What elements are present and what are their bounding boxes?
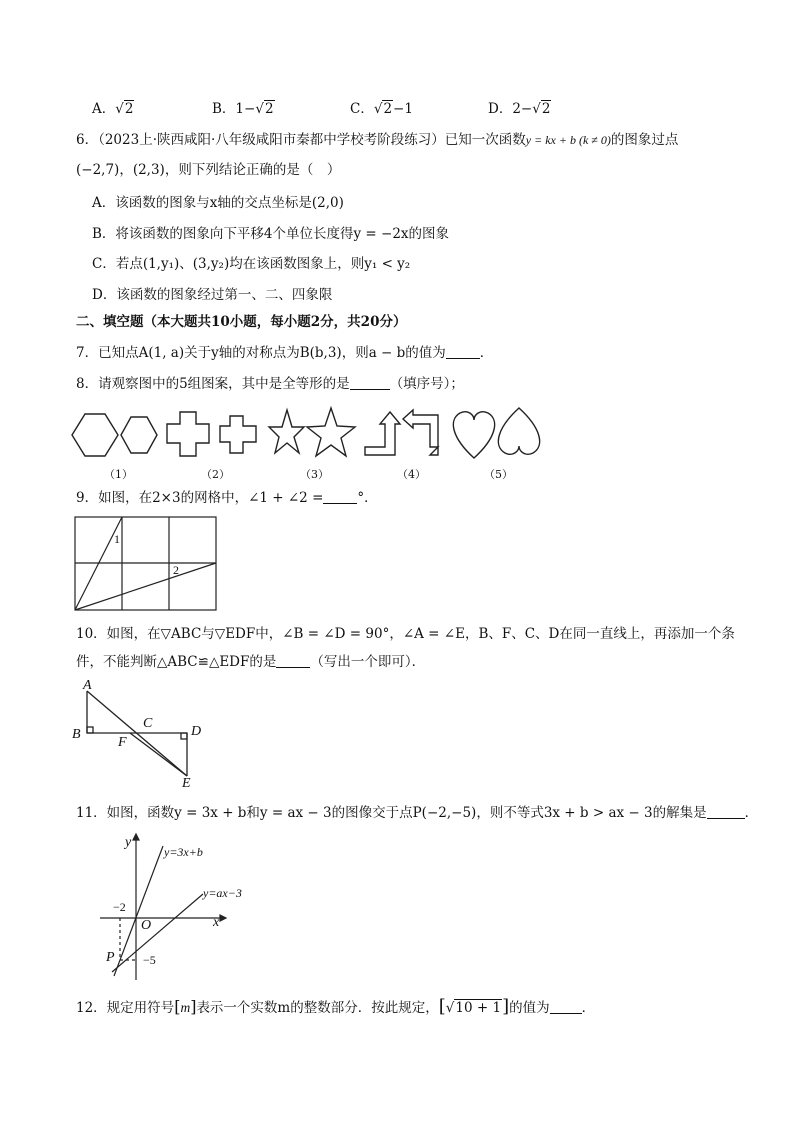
hexagon-small-shape xyxy=(121,417,157,453)
heart-inverted-shape xyxy=(498,408,539,454)
q9-grid-figure xyxy=(74,516,224,616)
shape-label-2: （2） xyxy=(201,468,230,481)
graph-y-label: y xyxy=(125,835,132,850)
q6-option-b: B．将该函数的图象向下平移4个单位长度得y = −2x的图象 xyxy=(92,226,450,242)
star-large-shape xyxy=(307,408,355,456)
shape-label-1: （1） xyxy=(104,468,133,481)
q9-answer-blank[interactable] xyxy=(323,489,357,504)
q6-option-a: A．该函数的图象与x轴的交点坐标是(2,0) xyxy=(92,195,344,211)
section-heading: 二、填空题（本大题共10小题，每小题2分，共20分） xyxy=(76,314,407,330)
angle-1-label: 1 xyxy=(114,532,120,546)
heart-upright-shape xyxy=(453,412,494,458)
shape-label-4: （4） xyxy=(397,468,426,481)
graph-tick-x: −2 xyxy=(113,900,126,914)
cross-small-shape xyxy=(220,416,256,453)
l-arrow-right-shape xyxy=(403,410,438,455)
graph-tick-y: −5 xyxy=(143,953,156,967)
shape-label-3: （3） xyxy=(300,468,329,481)
point-e-label: E xyxy=(182,776,191,791)
q10-answer-blank[interactable] xyxy=(276,653,310,668)
point-a-label: A xyxy=(83,678,92,693)
q6-stem: 6．（2023上·陕西咸阳·八年级咸阳市秦都中学校考阶段练习）已知一次函数y = kx + b (k ≠ 0)的图象过点 xyxy=(76,132,679,148)
q10-triangles-figure xyxy=(70,680,210,790)
q8-answer-blank[interactable] xyxy=(350,375,390,390)
q11: 11．如图，函数y = 3x + b和y = ax − 3的图像交于点P(−2,−5)，则不等式3x + b > ax − 3的解集是 ． xyxy=(76,805,759,821)
q10-line2: 件，不能判断△ABC≌△EDF的是 （写出一个即可）． xyxy=(76,654,426,670)
point-b-label: B xyxy=(72,727,81,742)
cross-large-shape xyxy=(167,412,209,456)
q10-line1: 10．如图，在▽ABC与▽EDF中，∠B = ∠D = 90°，∠A = ∠E，B、F、C、D在同一直线上，再添加一个条 xyxy=(76,626,735,642)
q9-segment-2 xyxy=(75,563,216,610)
q5-option-c: C．√2−1 xyxy=(350,101,413,117)
q7-answer-blank[interactable] xyxy=(446,344,480,359)
graph-x-label: x xyxy=(213,915,220,930)
q12: 12．规定用符号[m]表示一个实数m的整数部分．按此规定，[√10 + 1]的值为 ． xyxy=(76,996,596,1017)
q11-answer-blank[interactable] xyxy=(707,804,745,819)
graph-line2-label: y=ax−3 xyxy=(203,886,242,900)
q5-option-d: D．2−√2 xyxy=(488,101,551,117)
graph-point-p-label: P xyxy=(106,950,115,965)
q8: 8．请观察图中的5组图案，其中是全等形的是 （填序号）； xyxy=(76,376,464,392)
point-f-label: F xyxy=(118,735,127,750)
l-arrow-left-shape xyxy=(365,412,400,455)
angle-2-label: 2 xyxy=(173,563,179,577)
q6-option-c: C．若点(1,y₁)、(3,y₂)均在该函数图象上，则y₁ < y₂ xyxy=(92,256,411,272)
q5-option-b: B．1−√2 xyxy=(212,101,274,117)
q7: 7．已知点A(1, a)关于y轴的对称点为B(b,3)，则a − b的值为 ． xyxy=(76,345,494,361)
graph-line1-label: y=3x+b xyxy=(164,845,203,859)
star-small-shape xyxy=(269,410,304,453)
q6-points: (−2,7)，(2,3)，则下列结论正确的是（ ） xyxy=(76,162,341,178)
q6-option-d: D．该函数的图象经过第一、二、四象限 xyxy=(92,287,333,303)
hexagon-large-shape xyxy=(72,414,118,456)
q5-option-a: A．√2 xyxy=(92,101,134,117)
point-c-label: C xyxy=(143,716,153,731)
graph-origin-label: O xyxy=(141,918,152,933)
q12-answer-blank[interactable] xyxy=(550,999,582,1014)
point-d-label: D xyxy=(191,724,202,739)
q9: 9．如图，在2×3的网格中，∠1 + ∠2 = °． xyxy=(76,490,378,506)
shape-label-5: （5） xyxy=(484,468,513,481)
